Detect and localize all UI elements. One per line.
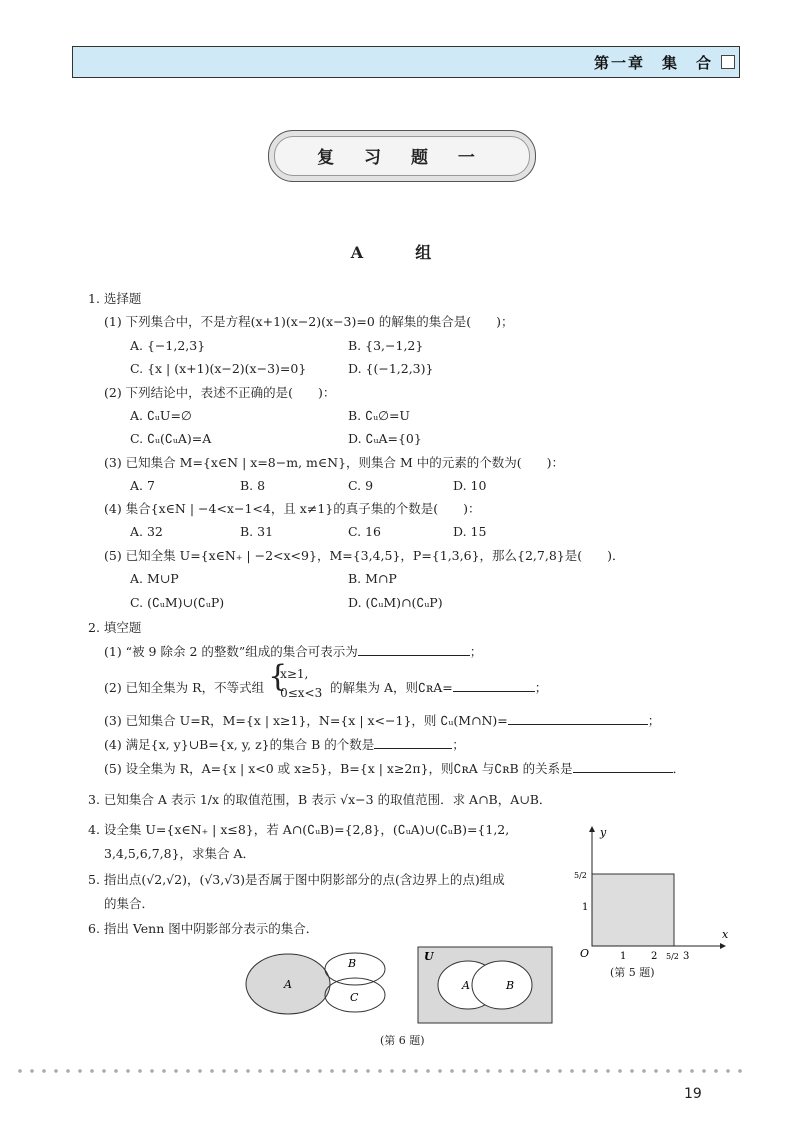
section-title-box <box>268 130 536 182</box>
inequality-1: x≥1, <box>280 667 309 681</box>
q2-1 <box>104 643 482 660</box>
question-2-heading: 2. 填空题 <box>88 620 142 635</box>
q1-4-option-c: C. 16 <box>348 524 381 539</box>
question-5-line-2: 的集合． <box>104 896 155 911</box>
q2-5-text: (5) 设全集为 R，A={x | x<0 或 x≥5}，B={x | x≥2π}，则∁ʀA 与∁ʀB 的关系是 <box>104 761 573 776</box>
q2-4-text: (4) 满足{x, y}∪B={x, y, z}的集合 B 的个数是 <box>104 737 375 752</box>
answer-blank[interactable] <box>573 760 673 773</box>
answer-blank[interactable] <box>453 679 535 692</box>
brace-icon: { <box>268 659 288 694</box>
question-5-line-1: 5. 指出点(√2,√2)，(√3,√3)是否属于图中阴影部分的点(含边界上的点)组成 <box>88 872 505 887</box>
q1-3-option-b: B. 8 <box>240 478 266 493</box>
q2-3-text: (3) 已知集合 U=R，M={x | x≥1}，N={x | x<−1}，则 ∁ᵤ(M∩N)= <box>104 713 508 728</box>
q1-4-option-d: D. 15 <box>453 524 487 539</box>
q1-1-option-c: C. {x | (x+1)(x−2)(x−3)=0} <box>130 361 307 376</box>
q2-5 <box>104 760 685 777</box>
x-tick-2: 2 <box>651 951 658 962</box>
q1-1-stem: (1) 下列集合中，不是方程(x+1)(x−2)(x−3)=0 的解集的集合是( )； <box>104 314 514 329</box>
inequality-2: 0≤x<3 <box>280 686 323 700</box>
venn-right-label-a: A <box>462 979 470 992</box>
q2-2-text-b: 的解集为 A，则∁ʀA= <box>330 680 453 695</box>
q1-3-option-a: A. 7 <box>130 478 155 493</box>
q1-1-option-d: D. {(−1,2,3)} <box>348 361 434 376</box>
q2-5-suffix: ． <box>672 761 686 776</box>
venn-label-a: A <box>284 978 292 991</box>
q1-5-option-c: C. (∁ᵤM)∪(∁ᵤP) <box>130 595 225 610</box>
q1-3-option-c: C. 9 <box>348 478 374 493</box>
group-title: A 组 <box>350 243 450 262</box>
y-tick-1: 1 <box>582 902 589 913</box>
chapter-title: 第一章 集 合 <box>593 54 713 72</box>
q1-4-option-a: A. 32 <box>130 524 163 539</box>
question-6: 6. 指出 Venn 图中阴影部分表示的集合． <box>88 921 319 936</box>
venn-right-set-b <box>472 961 532 1009</box>
q1-5-option-a: A. M∪P <box>130 571 179 586</box>
q1-4-stem: (4) 集合{x∈N | −4<x−1<4，且 x≠1}的真子集的个数是( )： <box>104 501 481 516</box>
y-axis-label: y <box>600 826 607 839</box>
q1-2-option-a: A. ∁ᵤU=∅ <box>130 408 192 423</box>
q1-2-option-d: D. ∁ᵤA={0} <box>348 431 422 446</box>
footer-dotted-divider <box>14 1068 744 1074</box>
q1-5-option-b: B. M∩P <box>348 571 397 586</box>
q2-3 <box>104 712 660 729</box>
y-tick-5-2: 5/2 <box>574 871 587 880</box>
venn-label-u: U <box>424 950 434 963</box>
question-3: 3. 已知集合 A 表示 1/x 的取值范围，B 表示 √x−3 的取值范围．求 A∩B，A∪B． <box>88 792 552 807</box>
x-tick-5-2: 5/2 <box>666 952 679 961</box>
q1-3-option-d: D. 10 <box>453 478 487 493</box>
question-1-heading: 1. 选择题 <box>88 291 142 306</box>
figure-6-venn <box>240 945 560 1025</box>
y-axis-arrow-icon <box>589 826 595 832</box>
q2-1-suffix: ； <box>469 644 483 659</box>
answer-blank[interactable] <box>508 712 648 725</box>
venn-right-label-b: B <box>506 979 515 992</box>
q2-2 <box>104 659 548 700</box>
q1-2-stem: (2) 下列结论中，表述不正确的是( )： <box>104 385 336 400</box>
section-title: 复 习 题 一 <box>317 148 487 168</box>
chapter-header-bar <box>72 46 740 78</box>
q1-1-option-b: B. {3,−1,2} <box>348 338 424 353</box>
venn-label-c: C <box>350 991 359 1004</box>
q1-2-option-c: C. ∁ᵤ(∁ᵤA)=A <box>130 431 212 446</box>
inequality-system <box>268 659 326 700</box>
x-axis-arrow-icon <box>720 943 726 949</box>
q1-2-option-b: B. ∁ᵤ∅=U <box>348 408 410 423</box>
page-number: 19 <box>684 1086 702 1102</box>
figure-5-caption: (第 5 题) <box>610 966 655 979</box>
q1-5-option-d: D. (∁ᵤM)∩(∁ᵤP) <box>348 595 443 610</box>
q2-4-suffix: ； <box>452 737 465 752</box>
q2-2-suffix: ； <box>534 680 548 695</box>
x-tick-1: 1 <box>620 951 627 962</box>
question-4-line-2: 3,4,5,6,7,8}，求集合 A． <box>104 846 256 861</box>
q1-5-stem: (5) 已知全集 U={x∈N₊ | −2<x<9}，M={3,4,5}，P={1,3,6}，那么{2,7,8}是( )． <box>104 548 625 563</box>
answer-blank[interactable] <box>374 736 452 749</box>
answer-blank[interactable] <box>358 643 470 656</box>
venn-label-b: B <box>348 957 357 970</box>
q1-4-option-b: B. 31 <box>240 524 274 539</box>
x-axis-label: x <box>722 928 729 941</box>
figure-5-graph <box>570 822 730 972</box>
x-tick-3: 3 <box>683 951 690 962</box>
q2-1-text: (1) “被 9 除余 2 的整数”组成的集合可表示为 <box>104 644 358 659</box>
q2-3-suffix: ； <box>647 713 661 728</box>
shaded-region <box>592 874 674 946</box>
figure-6-caption: (第 6 题) <box>380 1034 425 1047</box>
q1-1-option-a: A. {−1,2,3} <box>130 338 206 353</box>
origin-label: O <box>580 947 590 960</box>
q2-2-text: (2) 已知全集为 R，不等式组 <box>104 680 265 695</box>
question-4-line-1: 4. 设全集 U={x∈N₊ | x≤8}，若 A∩(∁ᵤB)={2,8}，(∁ᵤA)∪(∁ᵤB)={1,2, <box>88 822 510 837</box>
q1-3-stem: (3) 已知集合 M={x∈N | x=8−m, m∈N}，则集合 M 中的元素的个数为( )： <box>104 455 565 470</box>
header-square-icon <box>721 55 735 69</box>
q2-4 <box>104 736 465 753</box>
